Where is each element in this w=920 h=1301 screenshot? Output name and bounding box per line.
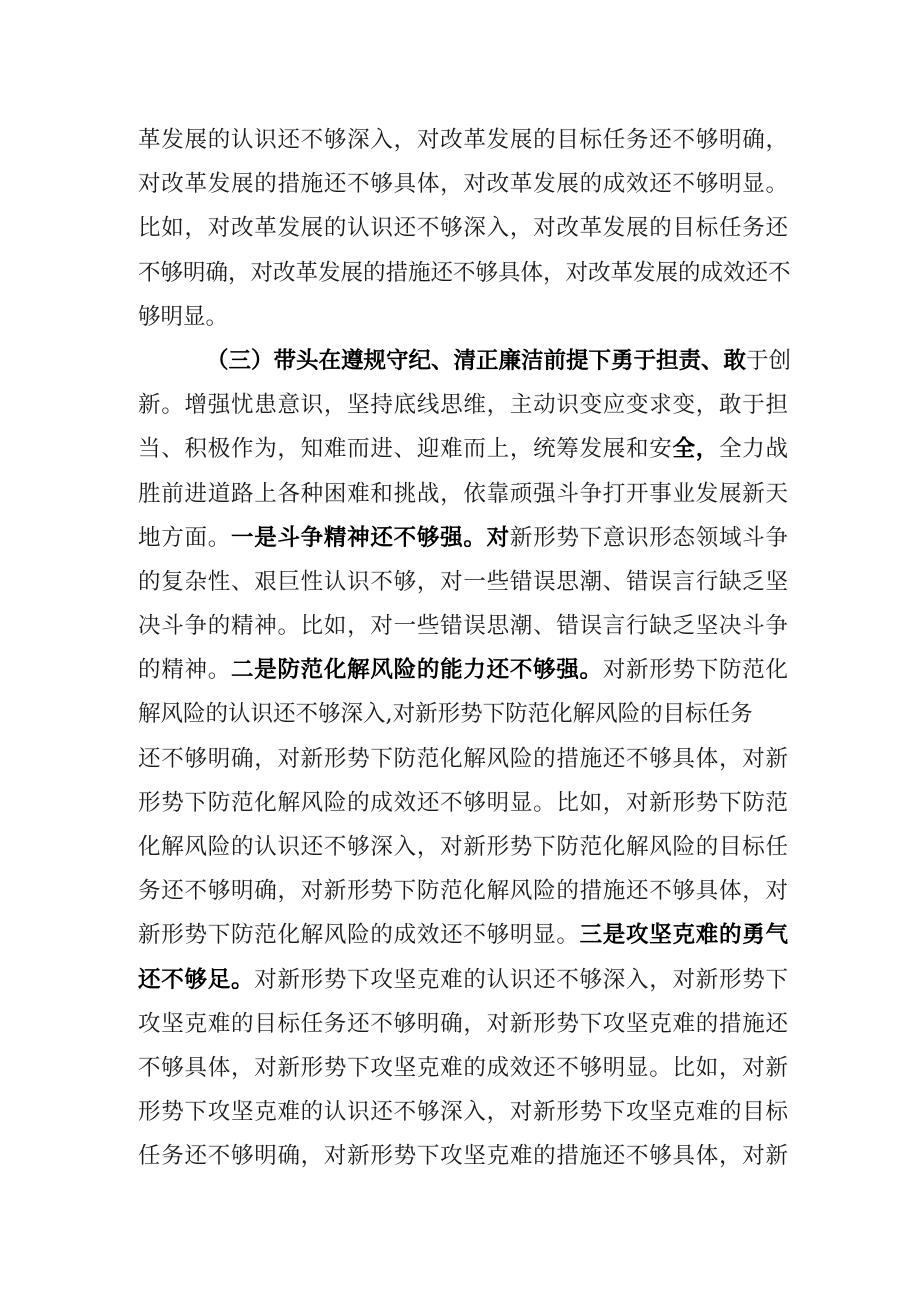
bold-text-segment: 三是攻坚克难的勇气 [579, 922, 788, 949]
text-segment: 对新形势下防范化 [602, 657, 788, 684]
bold-text-segment: 一是斗争精神还不够强。对 [230, 524, 510, 551]
text-line [138, 958, 788, 1002]
text-segment: 全力战 [718, 436, 788, 463]
text-segment: 形势下防范化解风险的成效还不够明显。比如，对新形势下防范 [138, 789, 788, 816]
text-segment: 不够具体，对新形势下攻坚克难的成效还不够明显。比如，对新 [138, 1054, 788, 1081]
text-segment: 对改革发展的措施还不够具体，对改革发展的成效还不够明显。 [138, 171, 788, 198]
text-line [138, 118, 788, 162]
text-line [138, 1046, 788, 1090]
bold-text-segment: 二是防范化解风险的能力还不够强。 [230, 657, 603, 684]
text-line [138, 692, 788, 736]
text-segment: 不够明确，对改革发展的措施还不够具体，对改革发展的成效还不 [138, 259, 791, 286]
text-segment: 解风险的认识还不够深入,对新形势下防范化解风险的目标任务 [138, 701, 753, 728]
text-segment: 形势下攻坚克难的认识还不够深入，对新形势下攻坚克难的目标 [138, 1099, 788, 1126]
text-line [138, 604, 788, 648]
text-line [138, 339, 792, 383]
text-segment: 任务还不够明确，对新形势下攻坚克难的措施还不够具体，对新 [138, 1143, 788, 1170]
text-segment: 攻坚克难的目标任务还不够明确，对新形势下攻坚克难的措施还 [138, 1010, 788, 1037]
text-segment: 当、积极作为，知难而进、迎难而上，统筹发展和安 [138, 436, 673, 463]
text-segment: 革发展的认识还不够深入，对改革发展的目标任务还不够明确， [138, 127, 788, 153]
text-segment: 的精神。 [138, 657, 231, 684]
text-line [138, 1002, 788, 1046]
text-segment: 化解风险的认识还不够深入，对新形势下防范化解风险的目标任 [138, 834, 788, 860]
text-line [138, 1134, 788, 1178]
text-line [138, 560, 788, 604]
text-line [138, 781, 788, 825]
text-segment: 对新形势下攻坚克难的认识还不够深入，对新形势下 [254, 966, 788, 993]
text-line [138, 383, 788, 427]
bold-text-segment: 全， [672, 436, 719, 463]
text-segment: 地方面。 [138, 524, 231, 551]
text-line [138, 1090, 788, 1134]
text-segment: 够明显。 [138, 303, 229, 330]
text-line [138, 206, 788, 250]
text-segment: 务还不够明确，对新形势下防范化解风险的措施还不够具体，对 [138, 878, 788, 905]
text-segment: 新。增强忧患意识，坚持底线思维，主动识变应变求变，敢于担 [138, 392, 788, 419]
body-text [138, 118, 792, 1179]
text-segment: 还不够明确，对新形势下防范化解风险的措施还不够具体，对新 [138, 745, 788, 772]
text-line [138, 427, 788, 471]
bold-text-segment: 还不够足。 [138, 966, 255, 993]
bold-text-segment: （三）带头在遵规守纪、清正廉洁前提下勇于担责、敢 [206, 347, 747, 374]
text-line [138, 472, 788, 516]
text-line [138, 295, 788, 339]
text-line [138, 162, 788, 206]
text-line [138, 648, 788, 692]
text-segment: 决斗争的精神。比如，对一些错误思潮、错误言行缺乏坚决斗争 [138, 613, 788, 640]
text-segment: 新形势下防范化解风险的成效还不够明显。 [138, 922, 580, 949]
text-segment: 胜前进道路上各种困难和挑战，依靠顽强斗争打开事业发展新天 [138, 480, 788, 507]
text-line [138, 251, 791, 295]
text-segment: 于创 [746, 347, 792, 374]
text-segment: 新形势下意识形态领域斗争 [509, 524, 788, 551]
text-segment: 比如，对改革发展的认识还不够深入，对改革发展的目标任务还 [138, 215, 788, 242]
text-line [138, 825, 788, 869]
text-line [138, 737, 788, 781]
text-line [138, 516, 788, 560]
text-line [138, 869, 788, 913]
text-segment: 的复杂性、艰巨性认识不够，对一些错误思潮、错误言行缺乏坚 [138, 568, 788, 595]
text-line [138, 913, 788, 957]
